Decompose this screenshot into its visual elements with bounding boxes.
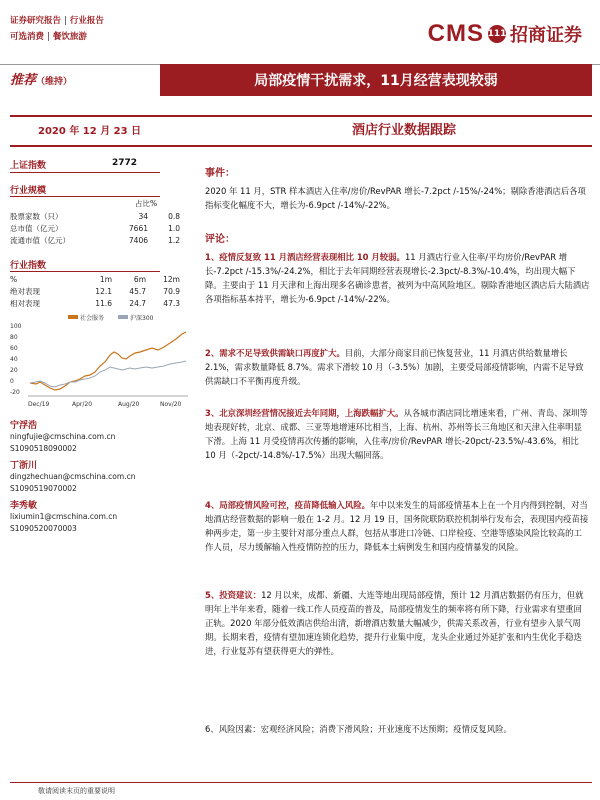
footer-note: 敬请阅读末页的重要说明	[38, 787, 115, 795]
scale-unit: 占比%	[135, 199, 158, 208]
scale-row-v2: 0.8	[168, 211, 180, 221]
legend-label-1: 社会服务	[80, 315, 105, 322]
chart-background	[10, 312, 190, 410]
header-tag-separator: |	[64, 16, 67, 26]
perf-header-c2: 6m	[133, 274, 146, 284]
header-tag-subsector: 餐饮旅游	[52, 32, 87, 42]
legend-label-2: 沪深300	[130, 315, 154, 322]
table-row	[10, 273, 190, 285]
paragraph-highlight: 4、局部疫情风险可控，疫苗降低输入风险。	[205, 500, 370, 510]
index-label: 上证指数	[10, 161, 47, 171]
sidebar-rule	[10, 196, 160, 197]
comment-paragraph-1	[205, 250, 590, 306]
comment-paragraph-4	[205, 498, 590, 554]
table-row	[10, 222, 190, 234]
logo-cn-text: 招商证券	[510, 25, 582, 46]
rating-label: 推荐	[10, 73, 37, 88]
perf-header-c3: 12m	[163, 274, 180, 284]
perf-row-v1: 12.1	[95, 286, 112, 296]
event-paragraph	[205, 184, 590, 212]
paragraph-text: 6、风险因素：宏观经济风险；消费下滑风险；开业速度不达预期；疫情反复风险。	[205, 724, 512, 734]
paragraph-text: 从各城市酒店同比增速来看，广州、青岛、深圳等地表现好转，北京、成都、三亚等地增速环比相当，上海、杭州、苏州等长三角地区和天津入住率明显下滑。上海 11 月受疫情再次传播的影响，入住率/房价/RevPAR 增长-20pct/-23.5%/-43.6%，相比 10 月（-2pct/-14.8%/-17.5%）出现大幅回落。	[205, 408, 588, 460]
scale-row-v1: 7406	[128, 235, 148, 245]
scale-row-name: 股票家数（只）	[10, 211, 63, 221]
legend-swatch-2	[118, 315, 128, 319]
scale-title: 行业规模	[10, 186, 47, 196]
analyst-email[interactable]: dingzhechuan@cmschina.com.cn	[10, 472, 136, 481]
rating	[10, 69, 72, 88]
y-tick-label: 60	[10, 345, 18, 352]
analyst-id: S1090519070002	[10, 484, 77, 493]
y-tick-label: 20	[10, 367, 18, 374]
rating-sub: （维持）	[36, 77, 73, 87]
header-tag-industry: 行业报告	[69, 16, 104, 26]
header-tags-row1	[10, 13, 104, 29]
header-tag-separator: |	[47, 32, 50, 42]
logo-badge-icon: 111	[488, 25, 506, 43]
paragraph-text: 12 月以来，成都、新疆、大连等地出现局部疫情，预计 12 月酒店数据仍有压力，但就明年上半年来看，随着一线工作人员疫苗的普及，局部疫情发生的频率将有所下降，行业需求有望重回正轨。2020 年部分低效酒店供给出清，新增酒店数量大幅减少，供需关系改善，行业有望步入景气周期。长期来看，疫情有望加速连锁化趋势，提升行业集中度，龙头企业通过外延扩张和内生优化手稳迭进，行业复苏有望获得更大的弹性。	[205, 590, 584, 656]
table-row	[10, 210, 190, 222]
perf-row-v2: 24.7	[129, 298, 146, 308]
perf-row-name: 相对表现	[10, 298, 40, 308]
y-tick-label: 100	[10, 323, 22, 330]
perf-row-v3: 47.3	[163, 298, 180, 308]
y-tick-label: -20	[10, 389, 20, 396]
footer-divider	[10, 782, 592, 783]
table-row	[10, 234, 190, 246]
table-row	[10, 285, 190, 297]
header-tags	[10, 13, 104, 45]
table-row	[10, 297, 190, 309]
title-banner	[160, 64, 592, 96]
logo-cms-text: CMS	[427, 20, 484, 47]
perf-header-c1: 1m	[99, 274, 112, 284]
scale-row-v2: 1.0	[168, 223, 180, 233]
company-logo	[428, 20, 582, 48]
x-tick-label: Apr/20	[72, 401, 93, 408]
analyst-name: 丁浙川	[10, 461, 38, 471]
header-tag-report-type: 证券研究报告	[10, 16, 62, 26]
paragraph-text: 年中以来发生的局部疫情基本上在一个月内得到控制，对当地酒店经营数据的影响一般在 1-2 月。12 月 19 日，国务院联防联控机制举行发布会，表现国内疫苗接种两步走，第一步主要针对部分重点人群，包括从事进口冷链、口岸检疫、空港等感染风险比较高的工作人员，尽力缓解输入性疫情防控的压力，降低本土病例发生和国内疫情暴发的风险。	[205, 500, 589, 552]
x-tick-label: Nov/20	[160, 401, 182, 408]
header-tag-sector: 可选消费	[10, 32, 45, 42]
scale-row-v1: 34	[138, 211, 148, 221]
perf-row-v3: 70.9	[163, 286, 180, 296]
comment-heading: 评论：	[205, 234, 235, 245]
index-value: 2772	[112, 158, 138, 168]
paragraph-text: 目前，大部分商家目前已恢复营业，11 月酒店供给数量增长 2.1%，需求数量降低 8.7%。需求下滑较 10 月（-3.5%）加剧，主要受局部疫情影响，内需不足导致供需缺口不平衡再度升级。	[205, 348, 584, 386]
legend-swatch-1	[68, 315, 78, 319]
scale-row-v1: 7661	[128, 223, 148, 233]
perf-title: 行业指数	[10, 261, 47, 271]
perf-row-v2: 45.7	[129, 286, 146, 296]
x-tick-label: Dec/19	[28, 401, 50, 408]
y-tick-label: 80	[10, 334, 18, 341]
perf-row-v1: 11.6	[95, 298, 112, 308]
paragraph-highlight: 1、疫情反复致 11 月酒店经营表现相比 10 月较弱。	[205, 252, 405, 262]
paragraph-text: 11 月酒店行业入住率/平均房价/RevPAR 增长-7.2pct /-15.3%/-24.2%，相比于去年同期经营表现增长-2.3pct/-8.3%/-10.4%，均出现大幅下降。主要由于 11 月天津和上海出现多名确诊患者，被列为中高风险地区。剔除香港地区酒店后大陆酒店各项指标基本持平，增长为-6.9pct /-14%/-22%。	[205, 252, 590, 304]
sidebar-rule	[10, 271, 160, 272]
comment-paragraph-6	[205, 722, 590, 736]
scale-table	[10, 210, 190, 246]
analyst-email[interactable]: ningfujie@cmschina.com.cn	[10, 432, 116, 441]
analyst-email[interactable]: lixiumin1@cmschina.com.cn	[10, 512, 118, 521]
event-heading: 事件：	[205, 168, 235, 179]
perf-header-c0: %	[10, 274, 18, 284]
comment-paragraph-5	[205, 588, 590, 658]
analyst-id: S1090518090002	[10, 444, 77, 453]
event-text: 2020 年 11 月，STR 样本酒店入住率/房价/RevPAR 增长-7.2pct /-15%/-24%；剔除香港酒店后各项指标变化幅度不大，增长为-6.9pct /-14%/-22%。	[205, 186, 586, 210]
scale-row-name: 流通市值（亿元）	[10, 235, 70, 245]
y-tick-label: 40	[10, 356, 18, 363]
scale-row-name: 总市值（亿元）	[10, 223, 63, 233]
analyst-name: 宁浮浩	[10, 421, 38, 431]
sidebar-rule	[10, 172, 160, 173]
comment-paragraph-3	[205, 406, 590, 462]
analyst-name: 李秀敏	[10, 501, 38, 511]
perf-table	[10, 273, 190, 309]
paragraph-highlight: 5、投资建议：	[205, 590, 262, 600]
perf-row-name: 绝对表现	[10, 286, 40, 296]
banner-title: 局部疫情干扰需求，11月经营表现较弱	[254, 73, 498, 89]
analyst-id: S1090520070003	[10, 524, 77, 533]
report-date: 2020 年 12 月 23 日	[38, 126, 142, 137]
index-chart	[10, 312, 190, 410]
comment-paragraph-2	[205, 346, 590, 388]
paragraph-highlight: 2、需求不足导致供需缺口再度扩大。	[205, 348, 345, 358]
scale-row-v2: 1.2	[168, 235, 180, 245]
report-title: 酒店行业数据跟踪	[352, 123, 457, 138]
paragraph-highlight: 3、北京深圳经营情况接近去年同期，上海跌幅扩大。	[205, 408, 404, 418]
y-tick-label: 0	[10, 378, 14, 385]
x-tick-label: Aug/20	[118, 401, 140, 408]
header-tags-row2	[10, 29, 104, 45]
